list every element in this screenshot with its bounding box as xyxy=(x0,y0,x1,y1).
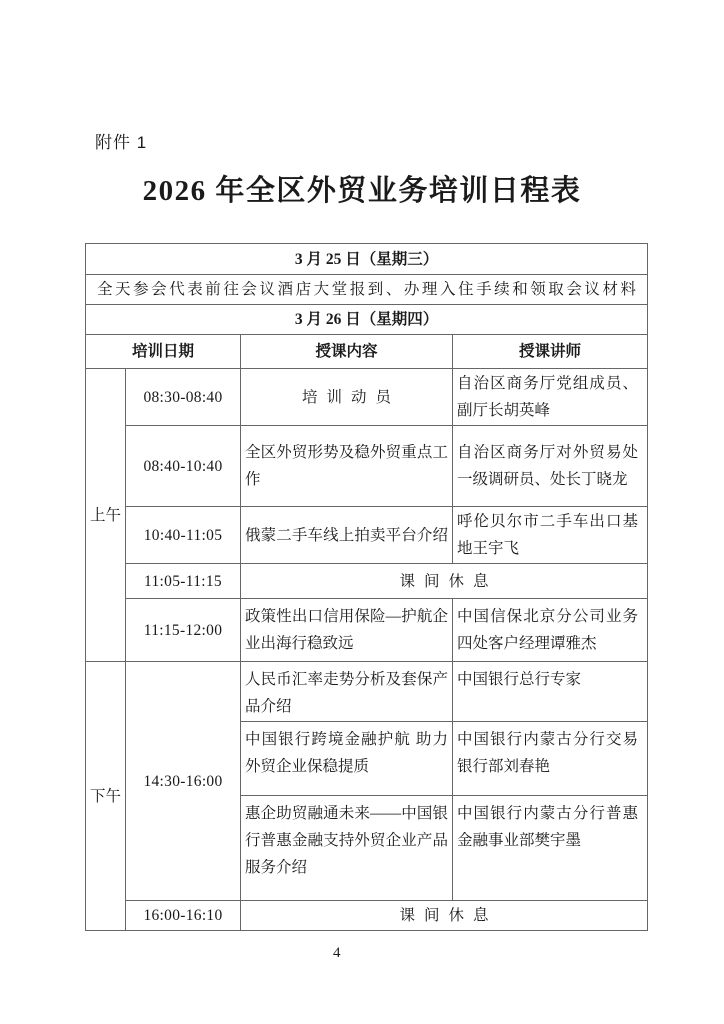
time-cell: 16:00-16:10 xyxy=(126,901,241,931)
time-cell: 10:40-11:05 xyxy=(126,507,241,564)
day2-header-row xyxy=(86,305,648,335)
time-cell: 11:15-12:00 xyxy=(126,599,241,662)
header-date-cell: 培训日期 xyxy=(86,335,241,369)
table-row xyxy=(86,507,648,564)
content-cell: 政策性出口信用保险—护航企业出海行稳致远 xyxy=(241,599,453,662)
content-cell: 惠企助贸融通未来——中国银行普惠金融支持外贸企业产品服务介绍 xyxy=(241,796,453,901)
time-cell: 14:30-16:00 xyxy=(126,662,241,901)
day1-header-cell: 3 月 25 日（星期三） xyxy=(86,244,648,275)
lecturer-cell: 中国银行内蒙古分行普惠金融事业部樊宇墨 xyxy=(453,796,648,901)
time-cell: 11:05-11:15 xyxy=(126,564,241,599)
content-cell: 全区外贸形势及稳外贸重点工作 xyxy=(241,426,453,507)
break-cell: 课间休息 xyxy=(241,901,648,931)
column-header-row xyxy=(86,335,648,369)
content-cell: 俄蒙二手车线上拍卖平台介绍 xyxy=(241,507,453,564)
page-number: 4 xyxy=(333,945,341,961)
page-title: 2026 年全区外贸业务培训日程表 xyxy=(142,175,582,207)
header-content-cell: 授课内容 xyxy=(241,335,453,369)
lecturer-cell: 呼伦贝尔市二手车出口基地王宇飞 xyxy=(453,507,648,564)
lecturer-cell: 中国银行总行专家 xyxy=(453,662,648,722)
day2-header-cell: 3 月 26 日（星期四） xyxy=(86,305,648,335)
break-row xyxy=(86,901,648,931)
table-row xyxy=(86,662,648,722)
afternoon-label-cell: 下午 xyxy=(86,662,126,931)
lecturer-cell: 自治区商务厅党组成员、副厅长胡英峰 xyxy=(453,369,648,426)
morning-label-cell: 上午 xyxy=(86,369,126,662)
content-cell: 人民币汇率走势分析及套保产品介绍 xyxy=(241,662,453,722)
day1-header-row xyxy=(86,244,648,275)
content-cell: 中国银行跨境金融护航 助力外贸企业保稳提质 xyxy=(241,722,453,796)
attachment-label: 附件 1 xyxy=(95,133,148,152)
table-row xyxy=(86,599,648,662)
table-row xyxy=(86,369,648,426)
content-cell: 培训动员 xyxy=(241,369,453,426)
schedule-table xyxy=(85,243,648,931)
time-cell: 08:30-08:40 xyxy=(126,369,241,426)
lecturer-cell: 中国银行内蒙古分行交易银行部刘春艳 xyxy=(453,722,648,796)
lecturer-cell: 自治区商务厅对外贸易处一级调研员、处长丁晓龙 xyxy=(453,426,648,507)
header-lecturer-cell: 授课讲师 xyxy=(453,335,648,369)
break-row xyxy=(86,564,648,599)
table-row xyxy=(86,426,648,507)
checkin-note-row xyxy=(86,275,648,305)
checkin-note-cell: 全天参会代表前往会议酒店大堂报到、办理入住手续和领取会议材料 xyxy=(86,275,648,305)
lecturer-cell: 中国信保北京分公司业务四处客户经理谭雅杰 xyxy=(453,599,648,662)
break-cell: 课间休息 xyxy=(241,564,648,599)
time-cell: 08:40-10:40 xyxy=(126,426,241,507)
